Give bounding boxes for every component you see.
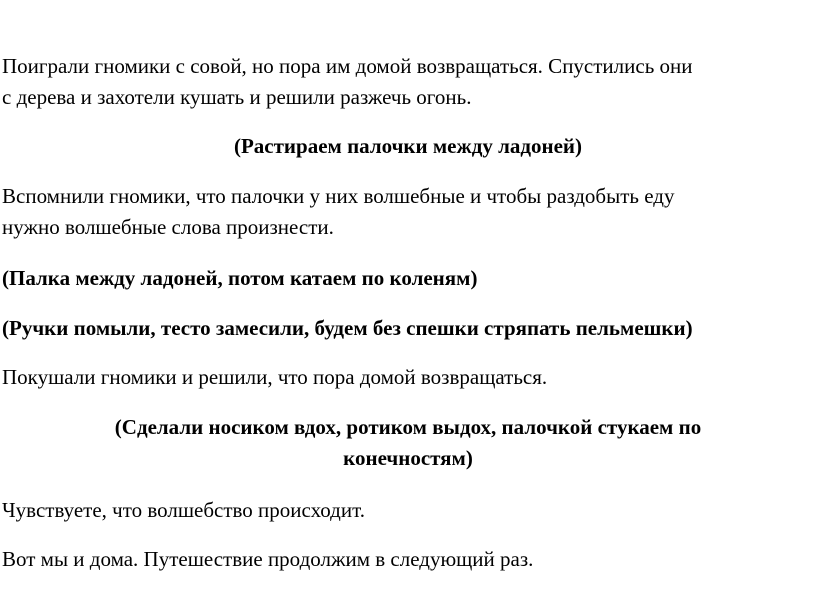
instruction-line: конечностям): [343, 446, 473, 470]
instruction-line: (Палка между ладоней, потом катаем по коленям): [2, 266, 478, 290]
instruction-roll-on-knees: [2, 263, 808, 294]
paragraph-line: Поиграли гномики с совой, но пора им домой возвращаться. Спустились они: [2, 54, 693, 78]
instruction-line: (Растираем палочки между ладоней): [233, 134, 583, 158]
instruction-line: (Сделали носиком вдох, ротиком выдох, палочкой стукаем по: [114, 415, 702, 439]
instruction-breathing: [0, 412, 816, 474]
paragraph-home: [2, 544, 808, 575]
paragraph-line: Вот мы и дома. Путешествие продолжим в следующий раз.: [2, 547, 534, 571]
instruction-line: (Ручки помыли, тесто замесили, будем без спешки стряпать пельмешки): [2, 316, 693, 340]
paragraph-line: Покушали гномики и решили, что пора домой возвращаться.: [2, 365, 548, 389]
paragraph-line: с дерева и захотели кушать и решили разжечь огонь.: [2, 85, 472, 109]
paragraph-magic-sticks: [2, 181, 808, 243]
paragraph-magic-happens: [2, 495, 808, 526]
instruction-dumplings: [2, 313, 808, 344]
paragraph-line: Чувствуете, что волшебство происходит.: [2, 498, 365, 522]
paragraph-line: Вспомнили гномики, что палочки у них волшебные и чтобы раздобыть еду: [2, 184, 675, 208]
instruction-rub-sticks: [0, 131, 816, 162]
paragraph-ate: [2, 362, 808, 393]
paragraph-line: нужно волшебные слова произнести.: [2, 215, 334, 239]
paragraph-intro: [2, 51, 808, 113]
